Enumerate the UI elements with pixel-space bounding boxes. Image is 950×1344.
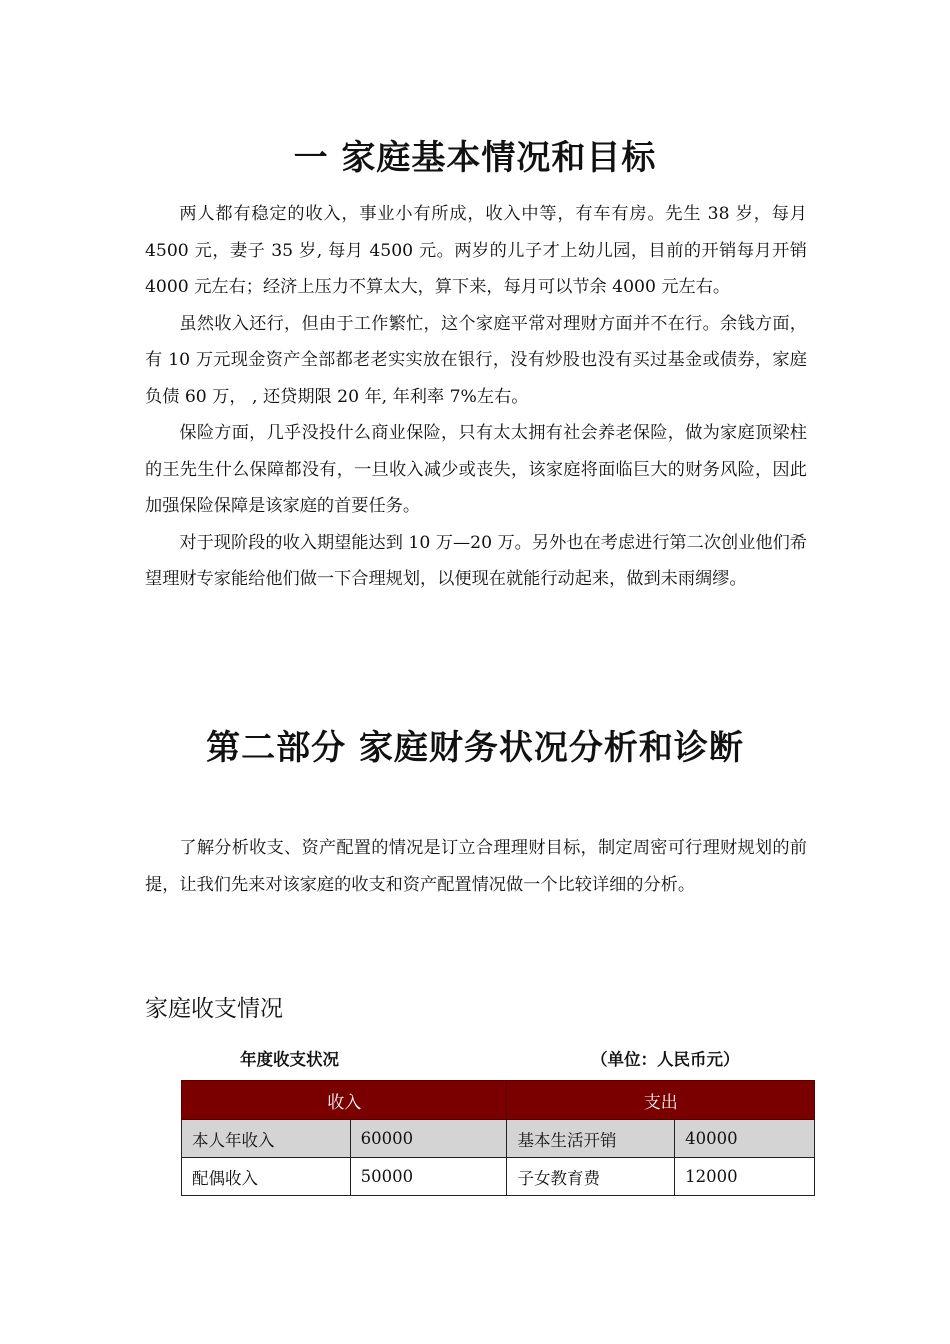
- income-expense-table: [181, 1080, 815, 1196]
- paragraph-family-income: 两人都有稳定的收入，事业小有所成，收入中等，有车有房。先生 38 岁，每月 4500 元，妻子 35 岁, 每月 4500 元。两岁的儿子才上幼儿园，目前的开销每月开销 4000 元左右；经济上压力不算太大，算下来，每月可以节余 4000 元左右。: [145, 204, 807, 297]
- section-1-body: [145, 196, 807, 598]
- paragraph-analysis-intro: 了解分析收支、资产配置的情况是订立合理理财目标，制定周密可行理财规划的前提，让我们先来对该家庭的收支和资产配置情况做一个比较详细的分析。: [145, 838, 807, 895]
- income-value-cell: 60000: [350, 1120, 507, 1158]
- table-row: [182, 1120, 815, 1158]
- expense-item-cell: 基本生活开销: [507, 1120, 675, 1158]
- paragraph-savings-debt: 虽然收入还行，但由于工作繁忙，这个家庭平常对理财方面并不在行。余钱方面，有 10 万元现金资产全部都老老实实放在银行，没有炒股也没有买过基金或债券，家庭负债 60 万， , 还贷期限 20 年, 年利率 7%左右。: [145, 313, 807, 407]
- expense-header: 支出: [507, 1081, 815, 1120]
- income-header: 收入: [182, 1081, 507, 1120]
- subheading-income-expense: 家庭收支情况: [145, 996, 283, 1022]
- section-1-title: 一 家庭基本情况和目标: [293, 138, 657, 178]
- expense-item-cell: 子女教育费: [507, 1158, 675, 1196]
- income-item-cell: 本人年收入: [182, 1120, 351, 1158]
- paragraph-goals: 对于现阶段的收入期望能达到 10 万—20 万。另外也在考虑进行第二次创业他们希望理财专家能给他们做一下合理规划，以便现在就能行动起来，做到未雨绸缪。: [145, 532, 807, 589]
- income-value-cell: 50000: [350, 1158, 507, 1196]
- table-header-row: [182, 1081, 815, 1120]
- section-2-title: 第二部分 家庭财务状况分析和诊断: [206, 728, 744, 768]
- income-item-cell: 配偶收入: [182, 1158, 351, 1196]
- paragraph-insurance: 保险方面，几乎没投什么商业保险，只有太太拥有社会养老保险，做为家庭顶梁柱的王先生什么保障都没有，一旦收入减少或丧失，该家庭将面临巨大的财务风险，因此加强保险保障是该家庭的首要任务。: [145, 423, 807, 516]
- expense-value-cell: 40000: [675, 1120, 815, 1158]
- table-caption: 年度收支状况: [240, 1050, 339, 1069]
- expense-value-cell: 12000: [675, 1158, 815, 1196]
- table-unit: （单位：人民币元）: [591, 1050, 740, 1069]
- table-row: [182, 1158, 815, 1196]
- section-2-body: [145, 830, 807, 903]
